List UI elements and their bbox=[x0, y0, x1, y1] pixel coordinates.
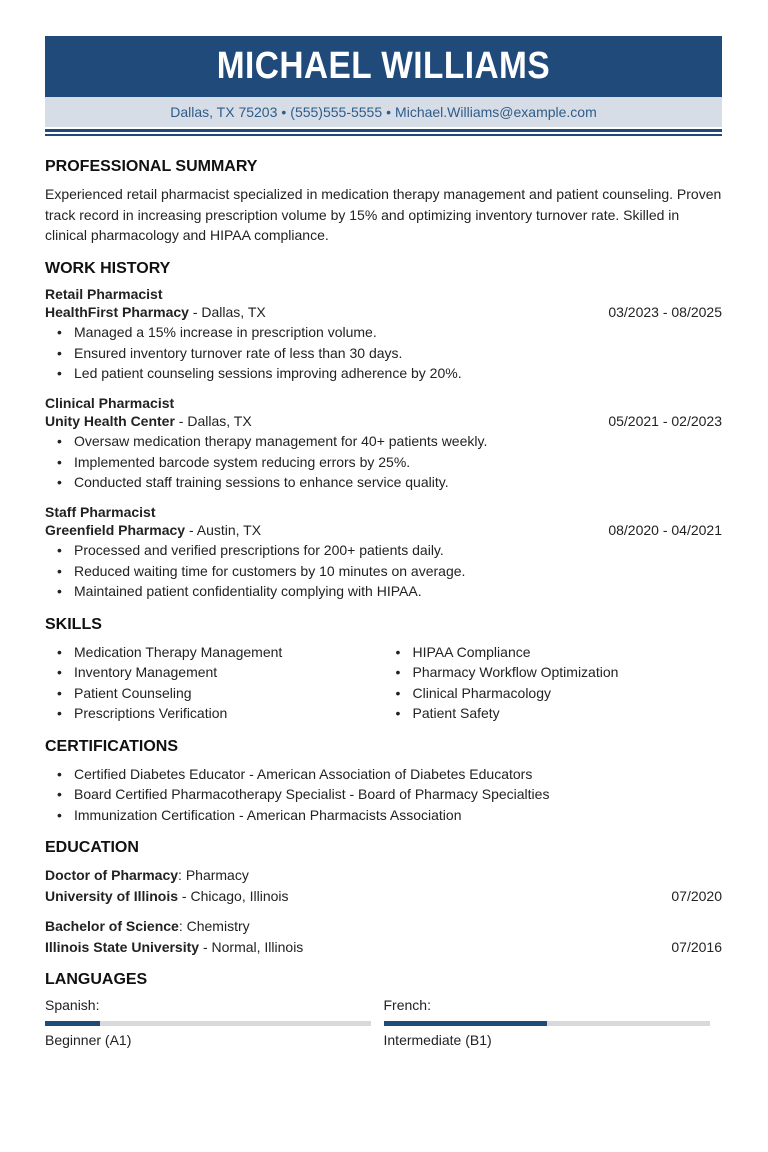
skills-title: SKILLS bbox=[45, 615, 102, 633]
summary-title: PROFESSIONAL SUMMARY bbox=[45, 158, 258, 175]
job-meta bbox=[45, 520, 722, 541]
languages-section bbox=[45, 971, 722, 1048]
job-employer: Greenfield Pharmacy bbox=[45, 521, 186, 538]
contact-email[interactable]: Michael.Williams@example.com bbox=[395, 104, 597, 120]
proficiency-bar bbox=[384, 1021, 710, 1026]
job-location: - Dallas, TX bbox=[188, 303, 266, 320]
job-bullets bbox=[45, 431, 722, 493]
language-item bbox=[45, 997, 384, 1048]
languages-title: LANGUAGES bbox=[45, 971, 148, 988]
header-banner bbox=[45, 36, 722, 97]
skills-columns bbox=[45, 642, 722, 724]
language-item bbox=[384, 997, 723, 1048]
languages-row bbox=[45, 997, 722, 1048]
skill-item: • HIPAA Compliance bbox=[413, 642, 723, 663]
edu-field: : Pharmacy bbox=[178, 867, 249, 883]
certification-item: • Board Certified Pharmacotherapy Specialist - Board of Pharmacy Specialties bbox=[74, 784, 722, 805]
edu-degree-line bbox=[45, 865, 722, 886]
proficiency-fill bbox=[384, 1021, 547, 1026]
edu-school: University of Illinois bbox=[45, 887, 179, 904]
certifications-title: CERTIFICATIONS bbox=[45, 737, 179, 755]
edu-field: : Chemistry bbox=[178, 918, 250, 934]
job-employer: Unity Health Center bbox=[45, 412, 175, 429]
contact-location: Dallas, TX 75203 bbox=[170, 104, 278, 120]
list-item: • Reduced waiting time for customers by 10 minutes on average. bbox=[74, 561, 722, 582]
edu-degree-line bbox=[45, 916, 722, 937]
job-employer: HealthFirst Pharmacy bbox=[45, 303, 189, 320]
job-bullets bbox=[45, 322, 722, 384]
skill-item: • Prescriptions Verification bbox=[74, 703, 384, 724]
skills-left-column bbox=[45, 642, 384, 724]
job-location: - Dallas, TX bbox=[174, 412, 252, 429]
certification-item: • Immunization Certification - American Pharmacists Association bbox=[74, 805, 722, 826]
list-item: • Maintained patient confidentiality complying with HIPAA. bbox=[74, 581, 722, 602]
skill-item: • Patient Counseling bbox=[74, 683, 384, 704]
edu-location: - Normal, Illinois bbox=[199, 938, 304, 955]
certification-item: • Certified Diabetes Educator - American Association of Diabetes Educators bbox=[74, 764, 722, 785]
job-meta bbox=[45, 302, 722, 323]
job-entry bbox=[45, 395, 722, 493]
list-item: • Processed and verified prescriptions for 200+ patients daily. bbox=[74, 540, 722, 561]
job-role: Retail Pharmacist bbox=[45, 285, 163, 302]
education-section bbox=[45, 839, 722, 957]
job-entry bbox=[45, 286, 722, 384]
edu-school-line bbox=[45, 886, 722, 907]
skills-section bbox=[45, 616, 722, 724]
work-history-title: WORK HISTORY bbox=[45, 259, 171, 277]
skills-right-column bbox=[384, 642, 723, 724]
education-entry bbox=[45, 865, 722, 906]
skill-item: • Medication Therapy Management bbox=[74, 642, 384, 663]
job-role: Staff Pharmacist bbox=[45, 503, 156, 520]
contact-bar bbox=[45, 97, 722, 127]
list-item: • Oversaw medication therapy management for 40+ patients weekly. bbox=[74, 431, 722, 452]
job-meta bbox=[45, 411, 722, 432]
list-item: • Conducted staff training sessions to enhance service quality. bbox=[74, 472, 722, 493]
summary-text: Experienced retail pharmacist specialized in medication therapy management and patient counseling. Proven track record in increasing prescription volume by 15% and optimizing inventory turnover rate. Skilled in clinical pharmacology and HIPAA compliance. bbox=[45, 186, 722, 243]
contact-phone: (555)555-5555 bbox=[290, 104, 383, 120]
list-item: • Managed a 15% increase in prescription volume. bbox=[74, 322, 722, 343]
education-entry bbox=[45, 916, 722, 957]
contact-separator: • bbox=[386, 104, 392, 120]
language-level: Intermediate (B1) bbox=[383, 1032, 492, 1048]
job-dates: 08/2020 - 04/2021 bbox=[608, 521, 722, 538]
edu-date: 07/2016 bbox=[671, 938, 722, 955]
work-history-section bbox=[45, 260, 722, 602]
language-name: Spanish: bbox=[45, 997, 100, 1013]
skill-item: • Inventory Management bbox=[74, 662, 384, 683]
edu-school-line bbox=[45, 937, 722, 958]
summary-section bbox=[45, 158, 722, 246]
edu-degree: Doctor of Pharmacy bbox=[45, 867, 179, 883]
job-dates: 03/2023 - 08/2025 bbox=[608, 303, 722, 320]
proficiency-fill bbox=[45, 1021, 100, 1026]
skill-item: • Patient Safety bbox=[413, 703, 723, 724]
job-role: Clinical Pharmacist bbox=[45, 394, 175, 411]
header-rule bbox=[45, 134, 722, 136]
job-entry bbox=[45, 504, 722, 602]
language-name: French: bbox=[383, 997, 431, 1013]
skill-item: • Clinical Pharmacology bbox=[413, 683, 723, 704]
education-title: EDUCATION bbox=[45, 839, 139, 856]
job-dates: 05/2021 - 02/2023 bbox=[608, 412, 722, 429]
certifications-section bbox=[45, 738, 722, 826]
proficiency-bar bbox=[45, 1021, 371, 1026]
list-item: • Ensured inventory turnover rate of less than 30 days. bbox=[74, 343, 722, 364]
language-level: Beginner (A1) bbox=[45, 1032, 132, 1048]
skill-item: • Pharmacy Workflow Optimization bbox=[413, 662, 723, 683]
contact-separator: • bbox=[281, 104, 287, 120]
certifications-list bbox=[45, 764, 722, 826]
header-rule bbox=[45, 129, 722, 132]
job-bullets bbox=[45, 540, 722, 602]
edu-date: 07/2020 bbox=[671, 887, 722, 904]
candidate-name: MICHAEL WILLIAMS bbox=[216, 45, 551, 87]
edu-degree: Bachelor of Science bbox=[45, 918, 179, 934]
list-item: • Led patient counseling sessions improving adherence by 20%. bbox=[74, 363, 722, 384]
edu-school: Illinois State University bbox=[45, 938, 200, 955]
job-location: - Austin, TX bbox=[185, 521, 262, 538]
resume-page bbox=[45, 36, 722, 1048]
edu-location: - Chicago, Illinois bbox=[178, 887, 289, 904]
list-item: • Implemented barcode system reducing errors by 25%. bbox=[74, 452, 722, 473]
